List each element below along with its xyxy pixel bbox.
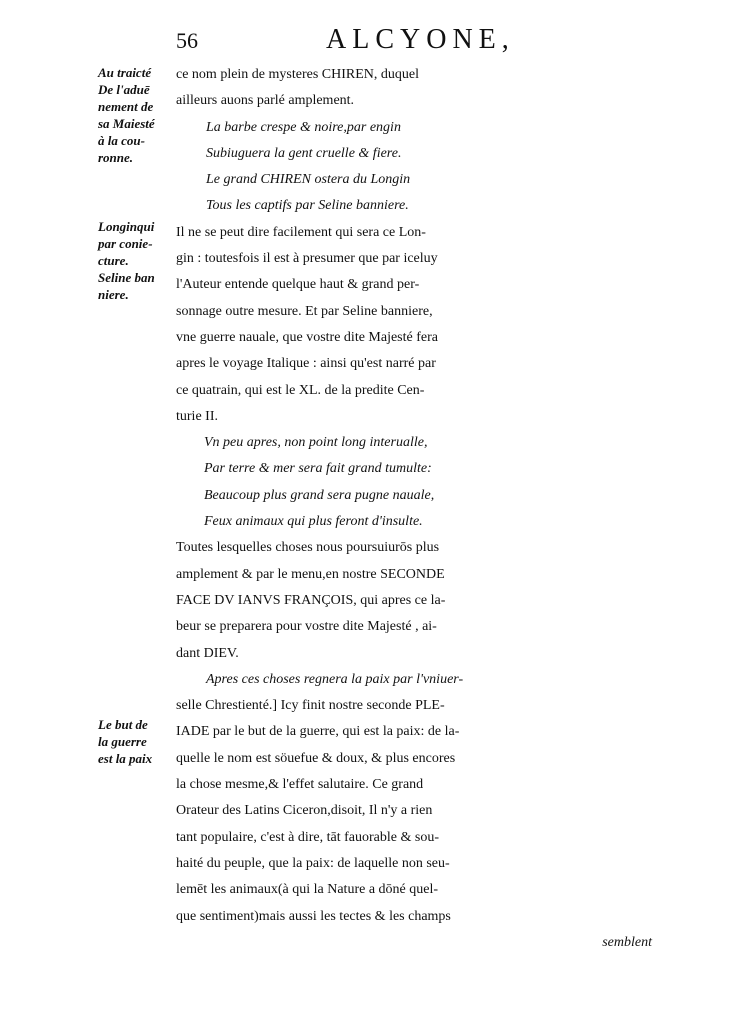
page-header (176, 24, 576, 60)
marginal-note (98, 218, 178, 303)
verse-line: Le grand CHIREN ostera du Longin (206, 172, 411, 188)
marginal-note-line: sa Maiesté (98, 116, 155, 131)
text-line: ailleurs auons parlé amplement. (176, 93, 355, 109)
verse-line: Feux animaux qui plus feront d'insulte. (204, 514, 423, 530)
text-line: ce nom plein de mysteres CHIREN, duquel (176, 67, 420, 82)
body-text (176, 62, 656, 956)
marginal-note-line: De l'aduē (98, 82, 150, 97)
verse-line: Par terre & mer sera fait grand tumulte: (204, 461, 432, 477)
text-line: FACE DV IANVS FRANÇOIS, qui apres ce la- (176, 592, 446, 608)
verse-line: Beaucoup plus grand sera pugne nauale, (204, 487, 435, 503)
marginal-note-line: Au traicté (98, 65, 152, 80)
text-line: ce quatrain, qui est le XL. de la predite Cen- (176, 382, 425, 398)
verse-line: Subiuguera la gent cruelle & fiere. (206, 145, 402, 161)
page-number: 56 (176, 28, 198, 53)
text-line: selle Chrestienté.] Icy finit nostre seconde PLE- (176, 698, 445, 714)
marginal-note-line: à la cou- (98, 133, 145, 148)
text-line: que sentiment)mais aussi les tectes & les champs (176, 908, 451, 924)
marginal-note (98, 64, 178, 166)
text-line: amplement & par le menu,en nostre SECONDE (176, 566, 445, 582)
text-line: gin : toutesfois il est à presumer que par iceluy (176, 251, 438, 267)
text-line: sonnage outre mesure. Et par Seline banniere, (176, 303, 433, 319)
running-head: ALCYONE, (326, 24, 515, 55)
marginal-note-line: Seline ban (98, 270, 155, 285)
marginal-note-line: ronne. (98, 150, 134, 165)
text-line: vne guerre nauale, que vostre dite Majesté fera (176, 329, 438, 345)
marginal-note-line: par conie- (98, 236, 153, 251)
text-line: turie II. (176, 408, 218, 424)
verse-line: Vn peu apres, non point long interualle, (204, 435, 428, 451)
text-line: Toutes lesquelles choses nous poursuiurōs plus (176, 540, 440, 556)
marginal-note-line: est la paix (98, 751, 153, 766)
marginal-note-line: niere. (98, 287, 129, 302)
text-line: Il ne se peut dire facilement qui sera ce Lon- (176, 224, 426, 240)
verse-line: La barbe crespe & noire,par engin (206, 119, 401, 135)
marginal-note-line: cture. (98, 253, 129, 268)
marginal-note-line: la guerre (98, 734, 147, 749)
marginal-note-line: Longinqui (98, 219, 155, 234)
marginal-note-line: nement de (98, 99, 154, 114)
text-line: l'Auteur entende quelque haut & grand per- (176, 277, 420, 293)
text-line: la chose mesme,& l'effet salutaire. Ce grand (176, 777, 424, 793)
text-line: quelle le nom est söuefue & doux, & plus encores (176, 750, 456, 766)
verse-line: Tous les captifs par Seline banniere. (206, 198, 409, 214)
text-line: IADE par le but de la guerre, qui est la paix: de la- (176, 724, 460, 740)
text-line: dant DIEV. (176, 645, 239, 661)
marginal-note (98, 716, 178, 767)
text-line: apres le voyage Italique : ainsi qu'est narré par (176, 356, 436, 372)
text-line: Orateur des Latins Ciceron,disoit, Il n'y a rien (176, 803, 433, 819)
quoted-line: Apres ces choses regnera la paix par l'vniuer- (206, 671, 464, 687)
text-line: haité du peuple, que la paix: de laquelle non seu- (176, 855, 450, 871)
catchword: semblent (602, 934, 652, 950)
text-line: beur se preparera pour vostre dite Majesté , ai- (176, 619, 437, 635)
text-line: tant populaire, c'est à dire, tāt fauorable & sou- (176, 829, 439, 845)
marginal-note-line: Le but de (98, 717, 148, 732)
text-line: lemēt les animaux(à qui la Nature a dōné quel- (176, 882, 439, 898)
